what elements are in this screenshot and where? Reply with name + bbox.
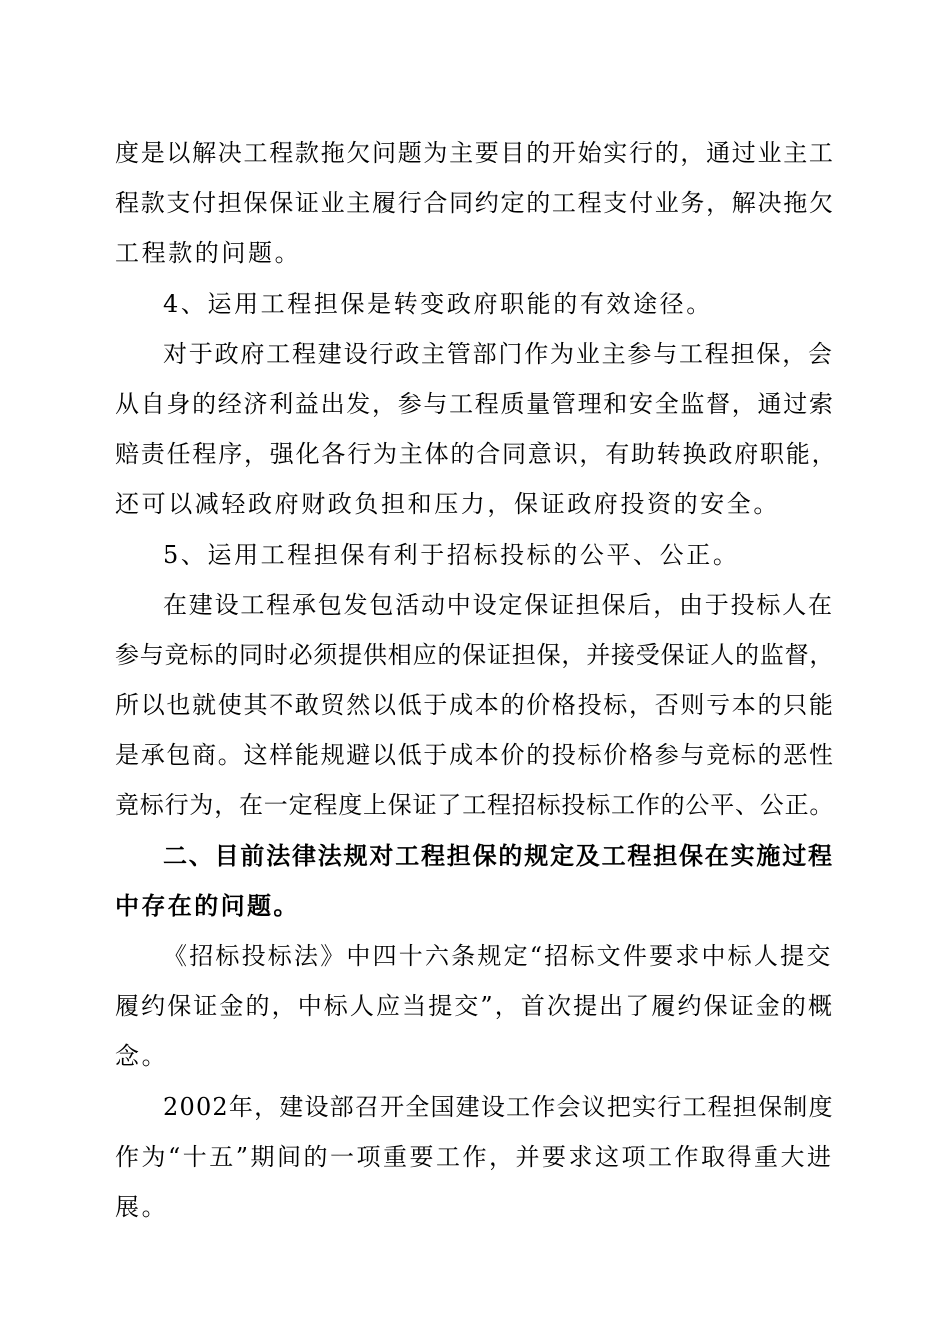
paragraph-line: 履约保证金的，中标人应当提交”，首次提出了履约保证金的概 bbox=[115, 992, 835, 1021]
paragraph-line: 在建设工程承包发包活动中设定保证担保后，由于投标人在 bbox=[163, 590, 834, 619]
paragraph-line: 工程款的问题。 bbox=[115, 239, 302, 268]
paragraph-line: 竟标行为，在一定程度上保证了工程招标投标工作的公平、公正。 bbox=[115, 791, 835, 820]
document-body bbox=[115, 128, 837, 1232]
paragraph-line: 对于政府工程建设行政主管部门作为业主参与工程担保，会 bbox=[163, 339, 834, 368]
paragraph-line: 赔责任程序，强化各行为主体的合同意识，有助转换政府职能， bbox=[115, 440, 838, 469]
paragraph-line: 从自身的经济利益出发，参与工程质量管理和安全监督，通过索 bbox=[115, 389, 835, 418]
paragraph-line: 还可以减轻政府财政负担和压力，保证政府投资的安全。 bbox=[115, 490, 780, 519]
paragraph-line: 度是以解决工程款拖欠问题为主要目的开始实行的，通过业主工 bbox=[115, 139, 835, 167]
paragraph-line: 程款支付担保保证业主履行合同约定的工程支付业务，解决拖欠 bbox=[115, 189, 835, 218]
paragraph-line: 《招标投标法》中四十六条规定“招标文件要求中标人提交 bbox=[163, 942, 833, 970]
paragraph-line: 是承包商。这样能规避以低于成本价的投标价格参与竞标的恶性 bbox=[115, 741, 835, 770]
paragraph-line: 参与竞标的同时必须提供相应的保证担保，并接受保证人的监督， bbox=[115, 640, 835, 669]
paragraph-line: 2002年，建设部召开全国建设工作会议把实行工程担保制度 bbox=[163, 1092, 834, 1121]
section-heading: 二、目前法律法规对工程担保的规定及工程担保在实施过程 bbox=[163, 840, 834, 870]
section-point-4: 4、运用工程担保是转变政府职能的有效途径。 bbox=[163, 289, 713, 318]
section-point-5: 5、运用工程担保有利于招标投标的公平、公正。 bbox=[163, 540, 740, 569]
paragraph-line: 作为“十五”期间的一项重要工作，并要求这项工作取得重大进 bbox=[115, 1142, 834, 1171]
paragraph-line: 念。 bbox=[115, 1042, 169, 1071]
paragraph-line: 所以也就使其不敢贸然以低于成本的价格投标，否则亏本的只能 bbox=[115, 691, 835, 720]
section-heading-continued: 中存在的问题。 bbox=[115, 890, 300, 920]
paragraph-line: 展。 bbox=[115, 1192, 169, 1221]
